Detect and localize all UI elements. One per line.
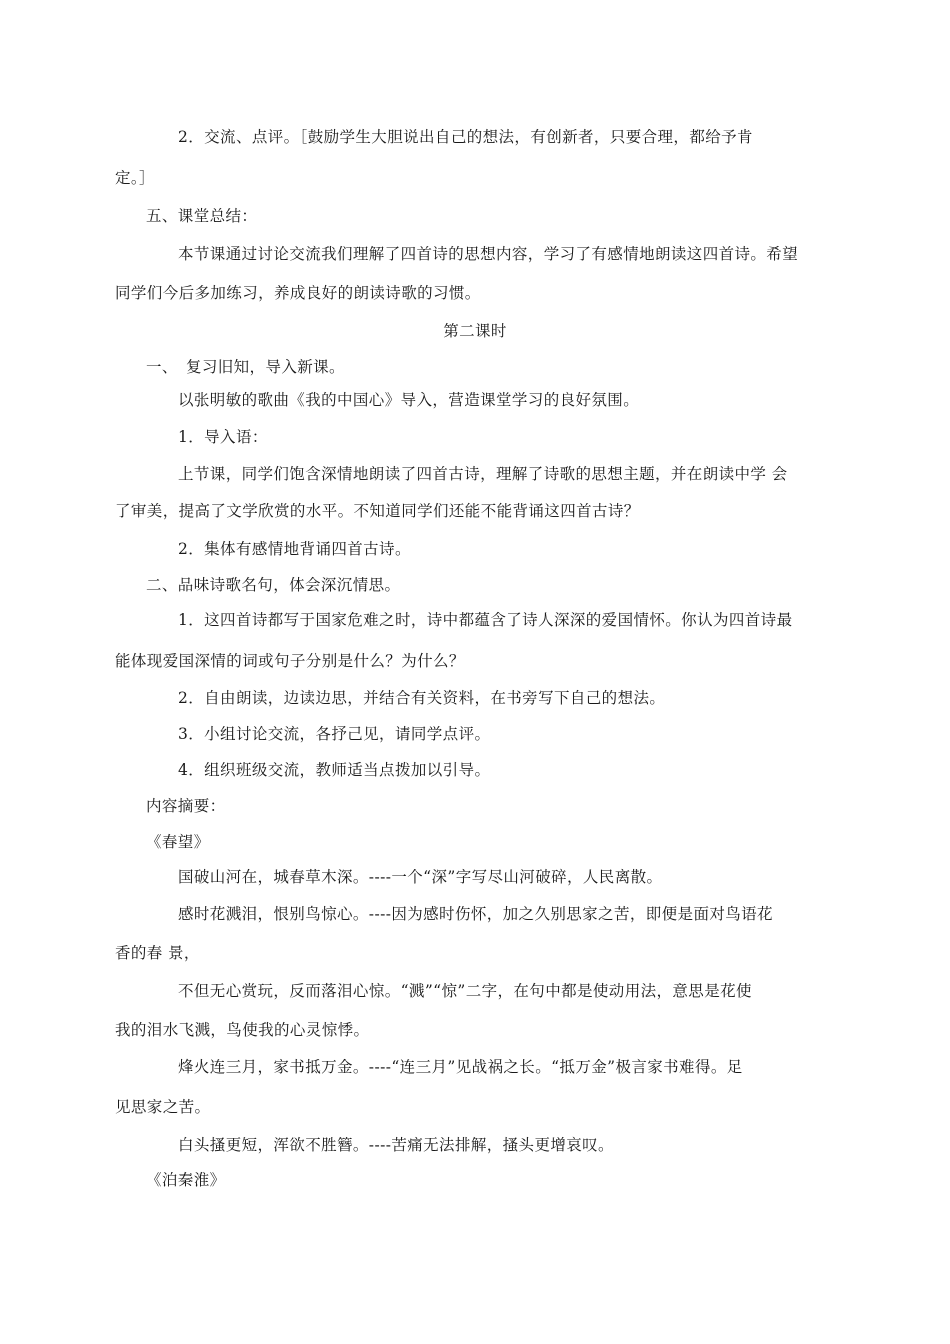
text-line: 我的泪水飞溅，鸟使我的心灵惊悸。 <box>115 1021 370 1039</box>
text-line: 2．交流、点评。［鼓励学生大胆说出自己的想法，有创新者，只要合理，都给予肯 <box>178 128 753 146</box>
text-line: 2．集体有感情地背诵四首古诗。 <box>178 540 411 558</box>
poem-title: 《泊秦淮》 <box>146 1171 226 1189</box>
text-line: 1．这四首诗都写于国家危难之时，诗中都蕴含了诗人深深的爱国情怀。你认为四首诗最 <box>178 611 793 629</box>
section-heading: 内容摘要： <box>146 797 226 815</box>
text-line: 感时花溅泪，恨别鸟惊心。----因为感时伤怀，加之久别思家之苦，即便是面对鸟语花 <box>178 905 773 923</box>
text-line: 了审美，提高了文学欣赏的水平。不知道同学们还能不能背诵这四首古诗？ <box>115 502 640 520</box>
text-line: 白头搔更短，浑欲不胜簪。----苦痛无法排解，搔头更增哀叹。 <box>178 1136 614 1154</box>
text-line: 见思家之苦。 <box>115 1098 211 1116</box>
text-line: 本节课通过讨论交流我们理解了四首诗的思想内容，学习了有感情地朗读这四首诗。希望 <box>178 245 799 263</box>
text-line: 4．组织班级交流，教师适当点拨加以引导。 <box>178 761 491 779</box>
text-line: 以张明敏的歌曲《我的中国心》导入，营造课堂学习的良好氛围。 <box>178 391 640 409</box>
section-heading: 一、 复习旧知，导入新课。 <box>146 358 345 376</box>
text-line: 国破山河在，城春草木深。----一个“深”字写尽山河破碎，人民离散。 <box>178 868 663 886</box>
section-heading: 五、课堂总结： <box>146 207 258 225</box>
poem-title: 《春望》 <box>146 833 210 851</box>
text-line: 1．导入语： <box>178 428 268 446</box>
lesson-title: 第二课时 <box>443 322 507 340</box>
text-line: 2．自由朗读，边读边思，并结合有关资料，在书旁写下自己的想法。 <box>178 689 666 707</box>
text-line: 定。］ <box>115 169 155 187</box>
text-line: 香的春 景， <box>115 944 200 962</box>
text-line: 3．小组讨论交流，各抒己见，请同学点评。 <box>178 725 491 743</box>
text-line: 烽火连三月，家书抵万金。----“连三月”见战祸之长。“抵万金”极言家书难得。足 <box>178 1058 743 1076</box>
text-line: 同学们今后多加练习，养成良好的朗读诗歌的习惯。 <box>115 284 481 302</box>
text-line: 上节课，同学们饱含深情地朗读了四首古诗，理解了诗歌的思想主题，并在朗读中学 会 <box>178 465 788 483</box>
section-heading: 二、品味诗歌名句，体会深沉情思。 <box>146 576 401 594</box>
text-line: 不但无心赏玩，反而落泪心惊。“溅”“惊”二字，在句中都是使动用法，意思是花使 <box>178 982 752 1000</box>
text-line: 能体现爱国深情的词或句子分别是什么？为什么？ <box>115 652 465 670</box>
